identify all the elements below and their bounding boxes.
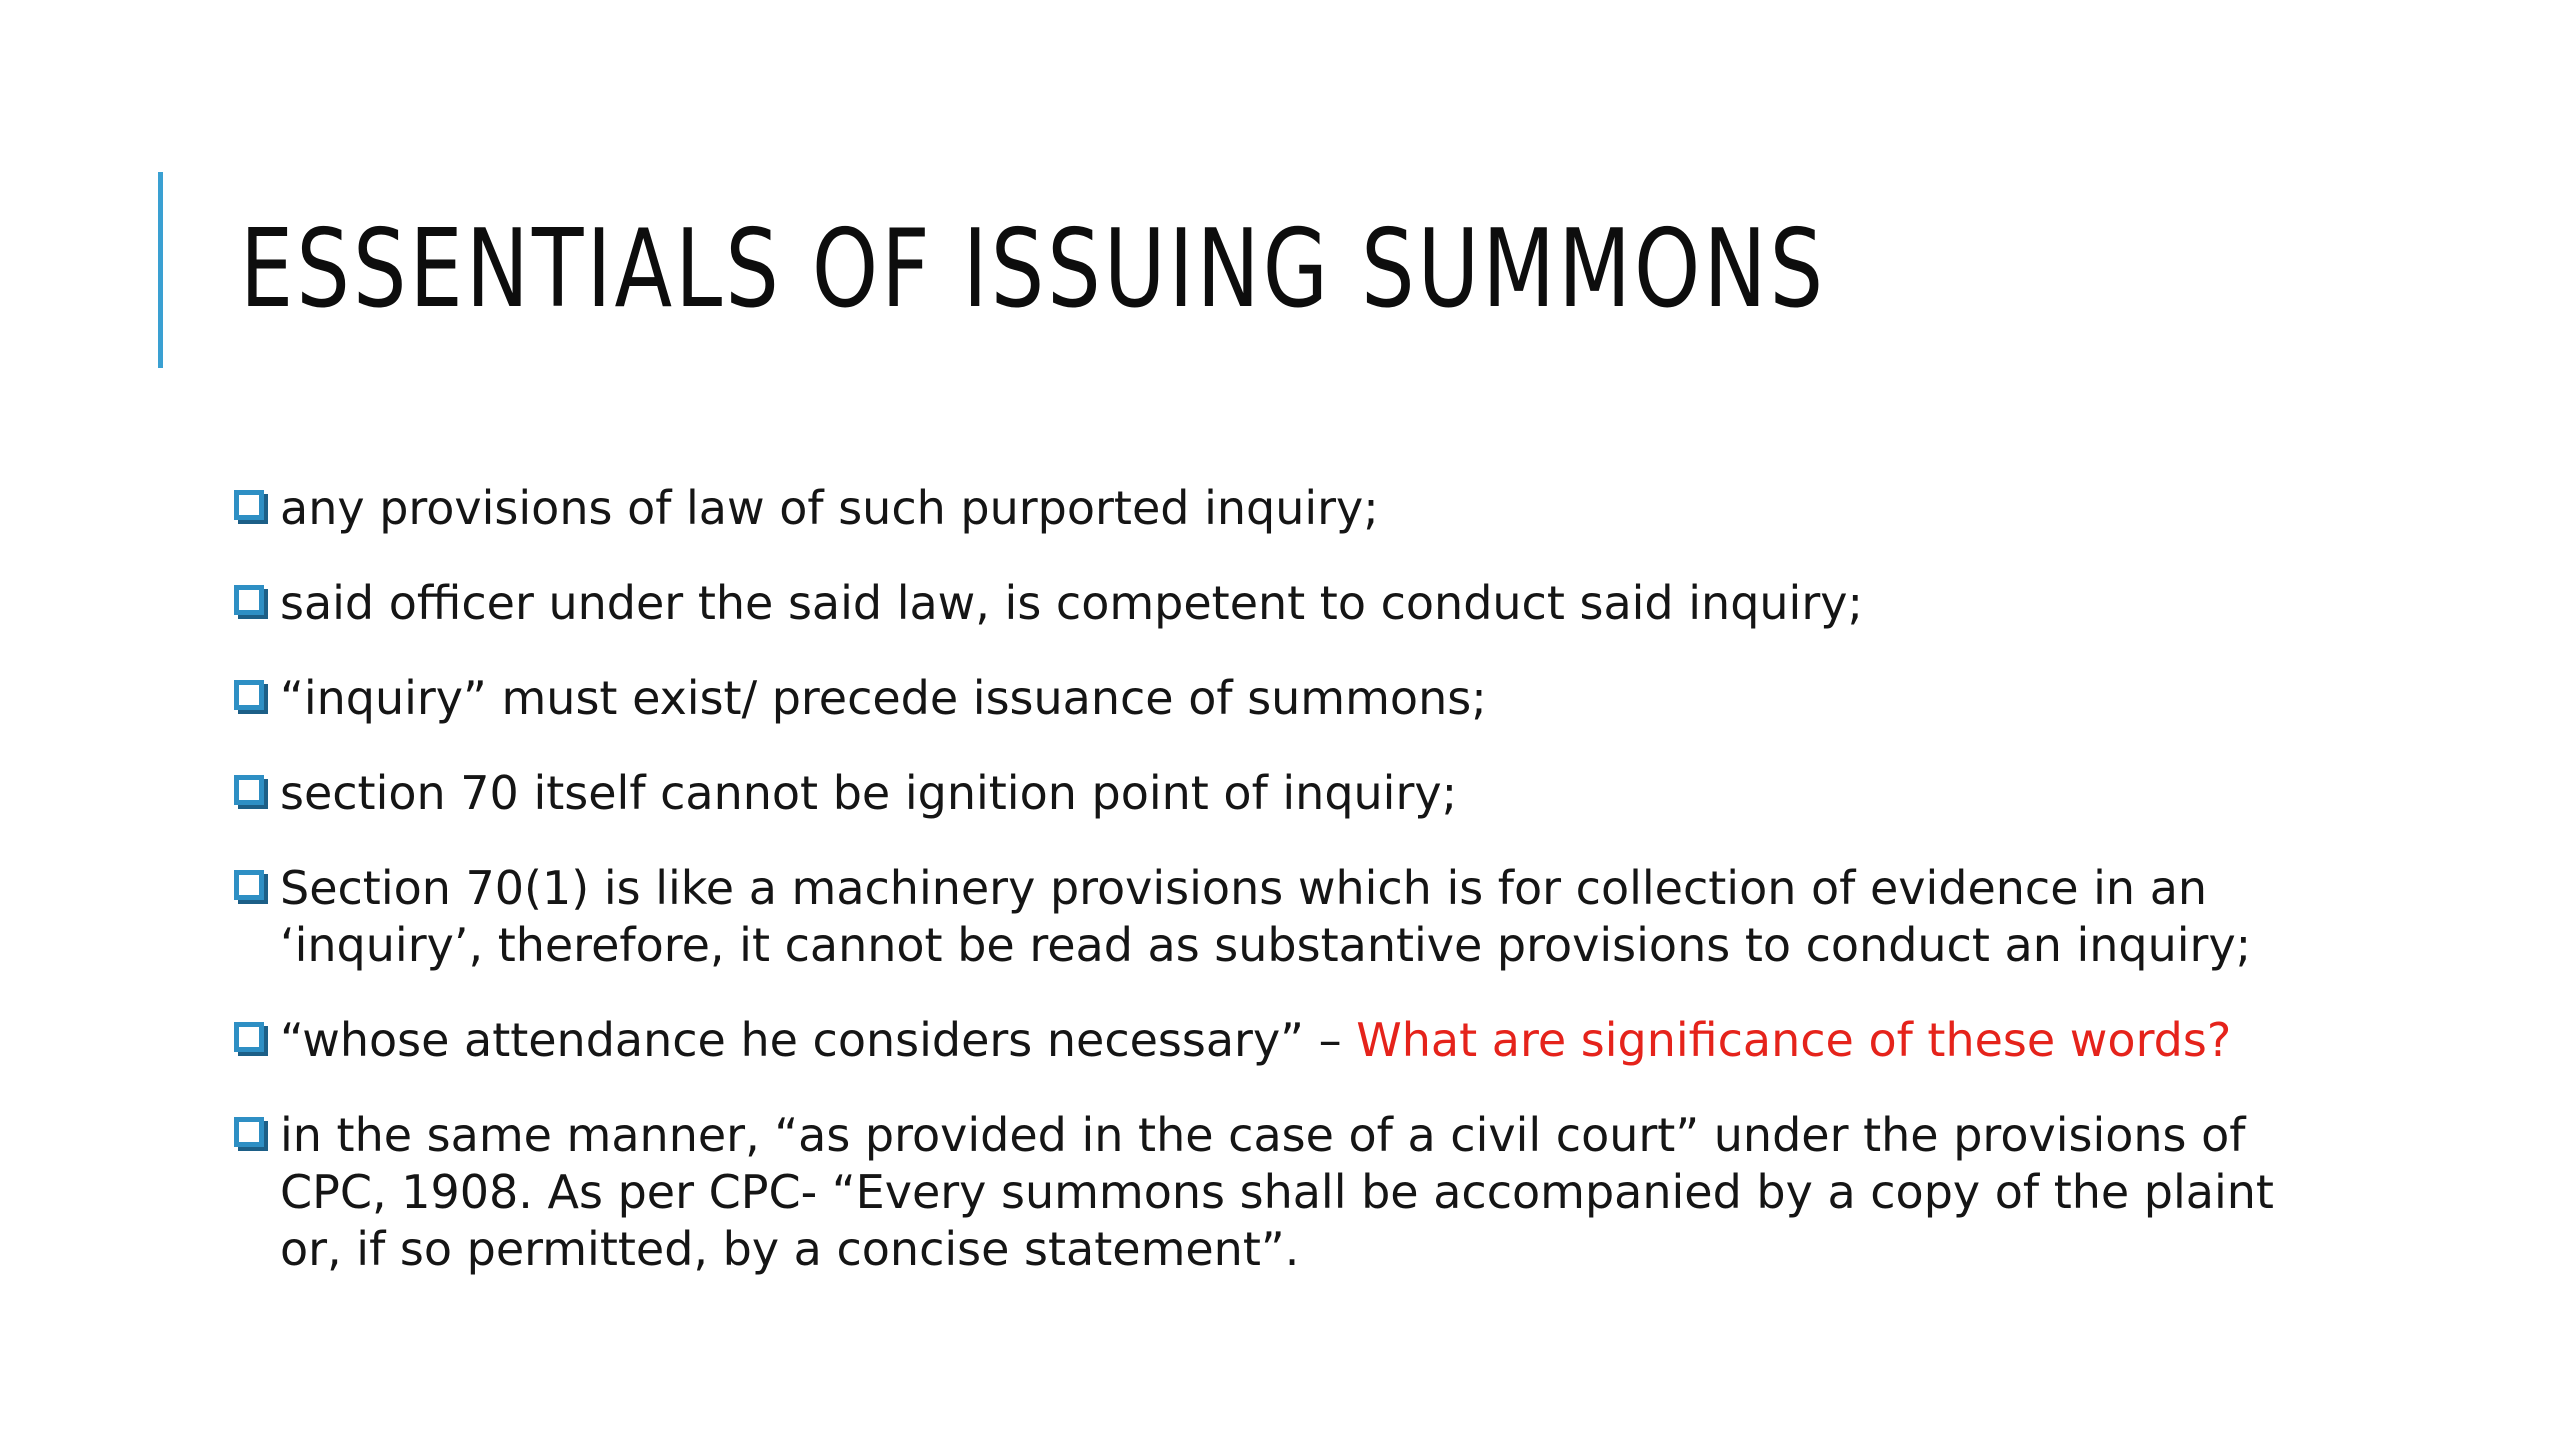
checkbox-square-icon <box>234 775 264 805</box>
bullet-text: any provisions of law of such purported inquiry; <box>280 481 1379 535</box>
checkbox-square-icon <box>234 1117 264 1147</box>
bullet-item <box>230 1012 2310 1069</box>
checkbox-square-icon <box>234 490 264 520</box>
checkbox-square-icon <box>234 585 264 615</box>
bullet-item <box>230 670 2310 727</box>
bullet-list <box>230 480 2310 1316</box>
highlighted-question: What are significance of these words? <box>1356 1013 2232 1067</box>
bullet-text: said officer under the said law, is competent to conduct said inquiry; <box>280 576 1863 630</box>
bullet-text: “whose attendance he considers necessary” – <box>280 1013 1357 1067</box>
checkbox-square-icon <box>234 680 264 710</box>
bullet-item <box>230 575 2310 632</box>
bullet-text: section 70 itself cannot be ignition point of inquiry; <box>280 766 1458 820</box>
bullet-item <box>230 860 2310 974</box>
bullet-item <box>230 1107 2310 1278</box>
bullet-item <box>230 765 2310 822</box>
bullet-item <box>230 480 2310 537</box>
slide-title: ESSENTIALS OF ISSUING SUMMONS <box>240 207 1827 332</box>
bullet-text: “inquiry” must exist/ precede issuance of summons; <box>280 671 1487 725</box>
title-accent-bar <box>158 172 163 368</box>
bullet-text: in the same manner, “as provided in the case of a civil court” under the provisions of CPC, 1908. As per CPC- “Every summons shall be accompanied by a copy of the plaint or, if so permitted, by a concise statement”. <box>280 1108 2274 1276</box>
checkbox-square-icon <box>234 1022 264 1052</box>
bullet-text: Section 70(1) is like a machinery provisions which is for collection of evidence in an ‘inquiry’, therefore, it cannot be read as substantive provisions to conduct an inquiry; <box>280 861 2252 972</box>
checkbox-square-icon <box>234 870 264 900</box>
